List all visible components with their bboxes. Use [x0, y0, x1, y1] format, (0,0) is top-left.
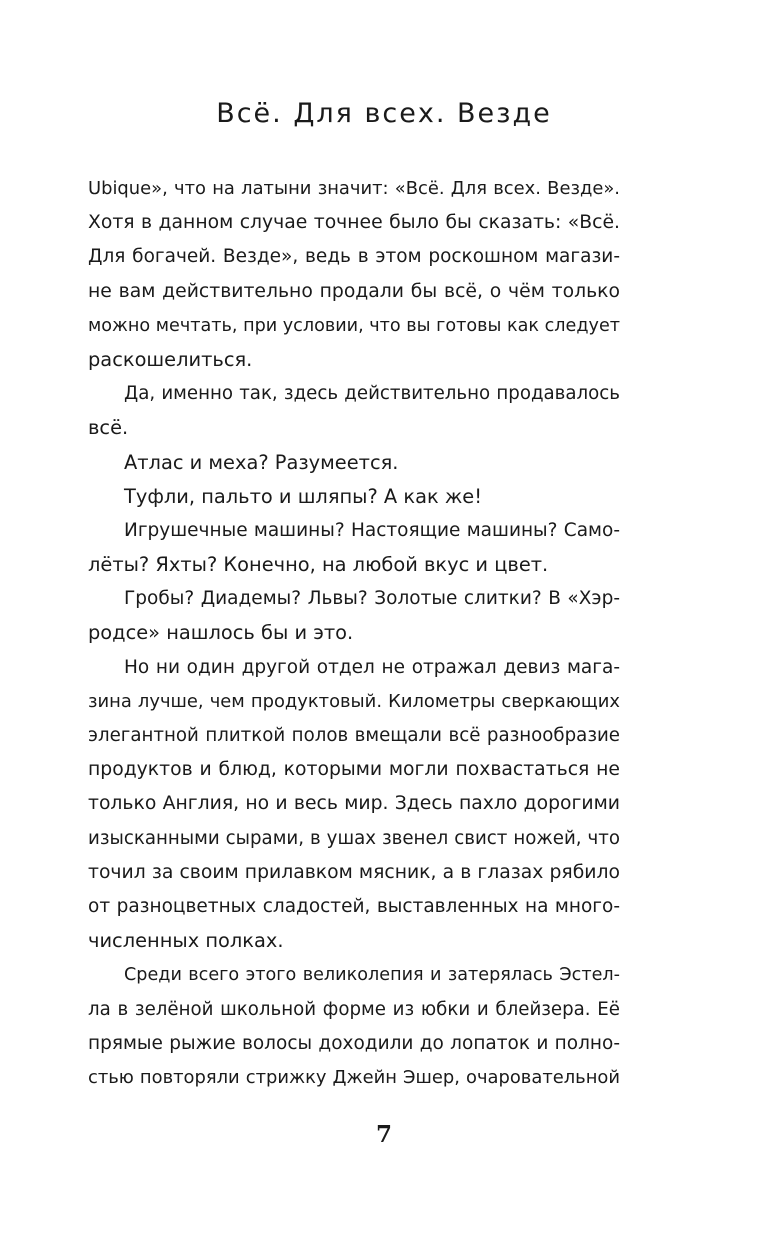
text-line: Среди всего этого великолепия и затерялась Эстел- — [124, 965, 620, 986]
text-line: лёты? Яхты? Конечно, на любой вкус и цвет. — [88, 553, 549, 577]
text-line: родсе» нашлось бы и это. — [88, 621, 354, 645]
text-line: Гробы? Диадемы? Львы? Золотые слитки? В «Хэр- — [124, 588, 620, 610]
paragraph — [88, 514, 620, 582]
paragraph — [88, 651, 620, 959]
text-line: стью повторяли стрижку Джейн Эшер, очаровательной — [88, 1066, 620, 1088]
text-line: Да, именно так, здесь действительно продавалось — [124, 383, 620, 405]
text-line: Атлас и меха? Разумеется. — [124, 450, 399, 474]
text-line: Но ни один другой отдел не отражал девиз мага- — [124, 656, 620, 678]
text-line: прямые рыжие волосы доходили до лопаток и полно- — [88, 1032, 620, 1054]
text-line: раскошелиться. — [88, 347, 253, 371]
text-line: Для богачей. Везде», ведь в этом роскошном магази- — [88, 246, 620, 268]
page-title: Всё. Для всех. Везде — [216, 98, 552, 129]
paragraph — [88, 172, 620, 377]
text-line: зина лучше, чем продуктовый. Километры сверкающих — [88, 690, 620, 712]
paragraph — [88, 582, 620, 650]
body-text — [88, 172, 620, 1095]
text-line: только Англия, но и весь мир. Здесь пахло дорогими — [88, 793, 620, 815]
text-line: Туфли, пальто и шляпы? А как же! — [124, 484, 483, 508]
text-line: Ubique», что на латыни значит: «Всё. Для всех. Везде». — [88, 178, 620, 199]
page-number: 7 — [375, 1121, 392, 1148]
text-line: всё. — [88, 416, 129, 440]
text-line: ла в зелёной школьной форме из юбки и блейзера. Её — [88, 998, 620, 1020]
text-line: Хотя в данном случае точнее было бы сказать: «Всё. — [88, 212, 620, 234]
paragraph — [88, 958, 620, 1095]
text-line: численных полках. — [88, 929, 284, 953]
paragraph — [88, 377, 620, 445]
text-line: Игрушечные машины? Настоящие машины? Само- — [124, 519, 620, 541]
text-line: элегантной плиткой полов вмещали всё разнообразие — [88, 725, 620, 746]
text-line: не вам действительно продали бы всё, о чём только — [88, 280, 620, 302]
paragraph — [88, 446, 620, 480]
text-line: продуктов и блюд, которыми могли похвастаться не — [88, 759, 620, 781]
text-line: точил за своим прилавком мясник, а в глазах рябило — [88, 861, 620, 883]
text-line: от разноцветных сладостей, выставленных на много- — [88, 895, 620, 917]
paragraph — [88, 480, 620, 514]
text-line: можно мечтать, при условии, что вы готовы как следует — [88, 315, 621, 336]
text-line: изысканными сырами, в ушах звенел свист ножей, что — [88, 827, 620, 849]
